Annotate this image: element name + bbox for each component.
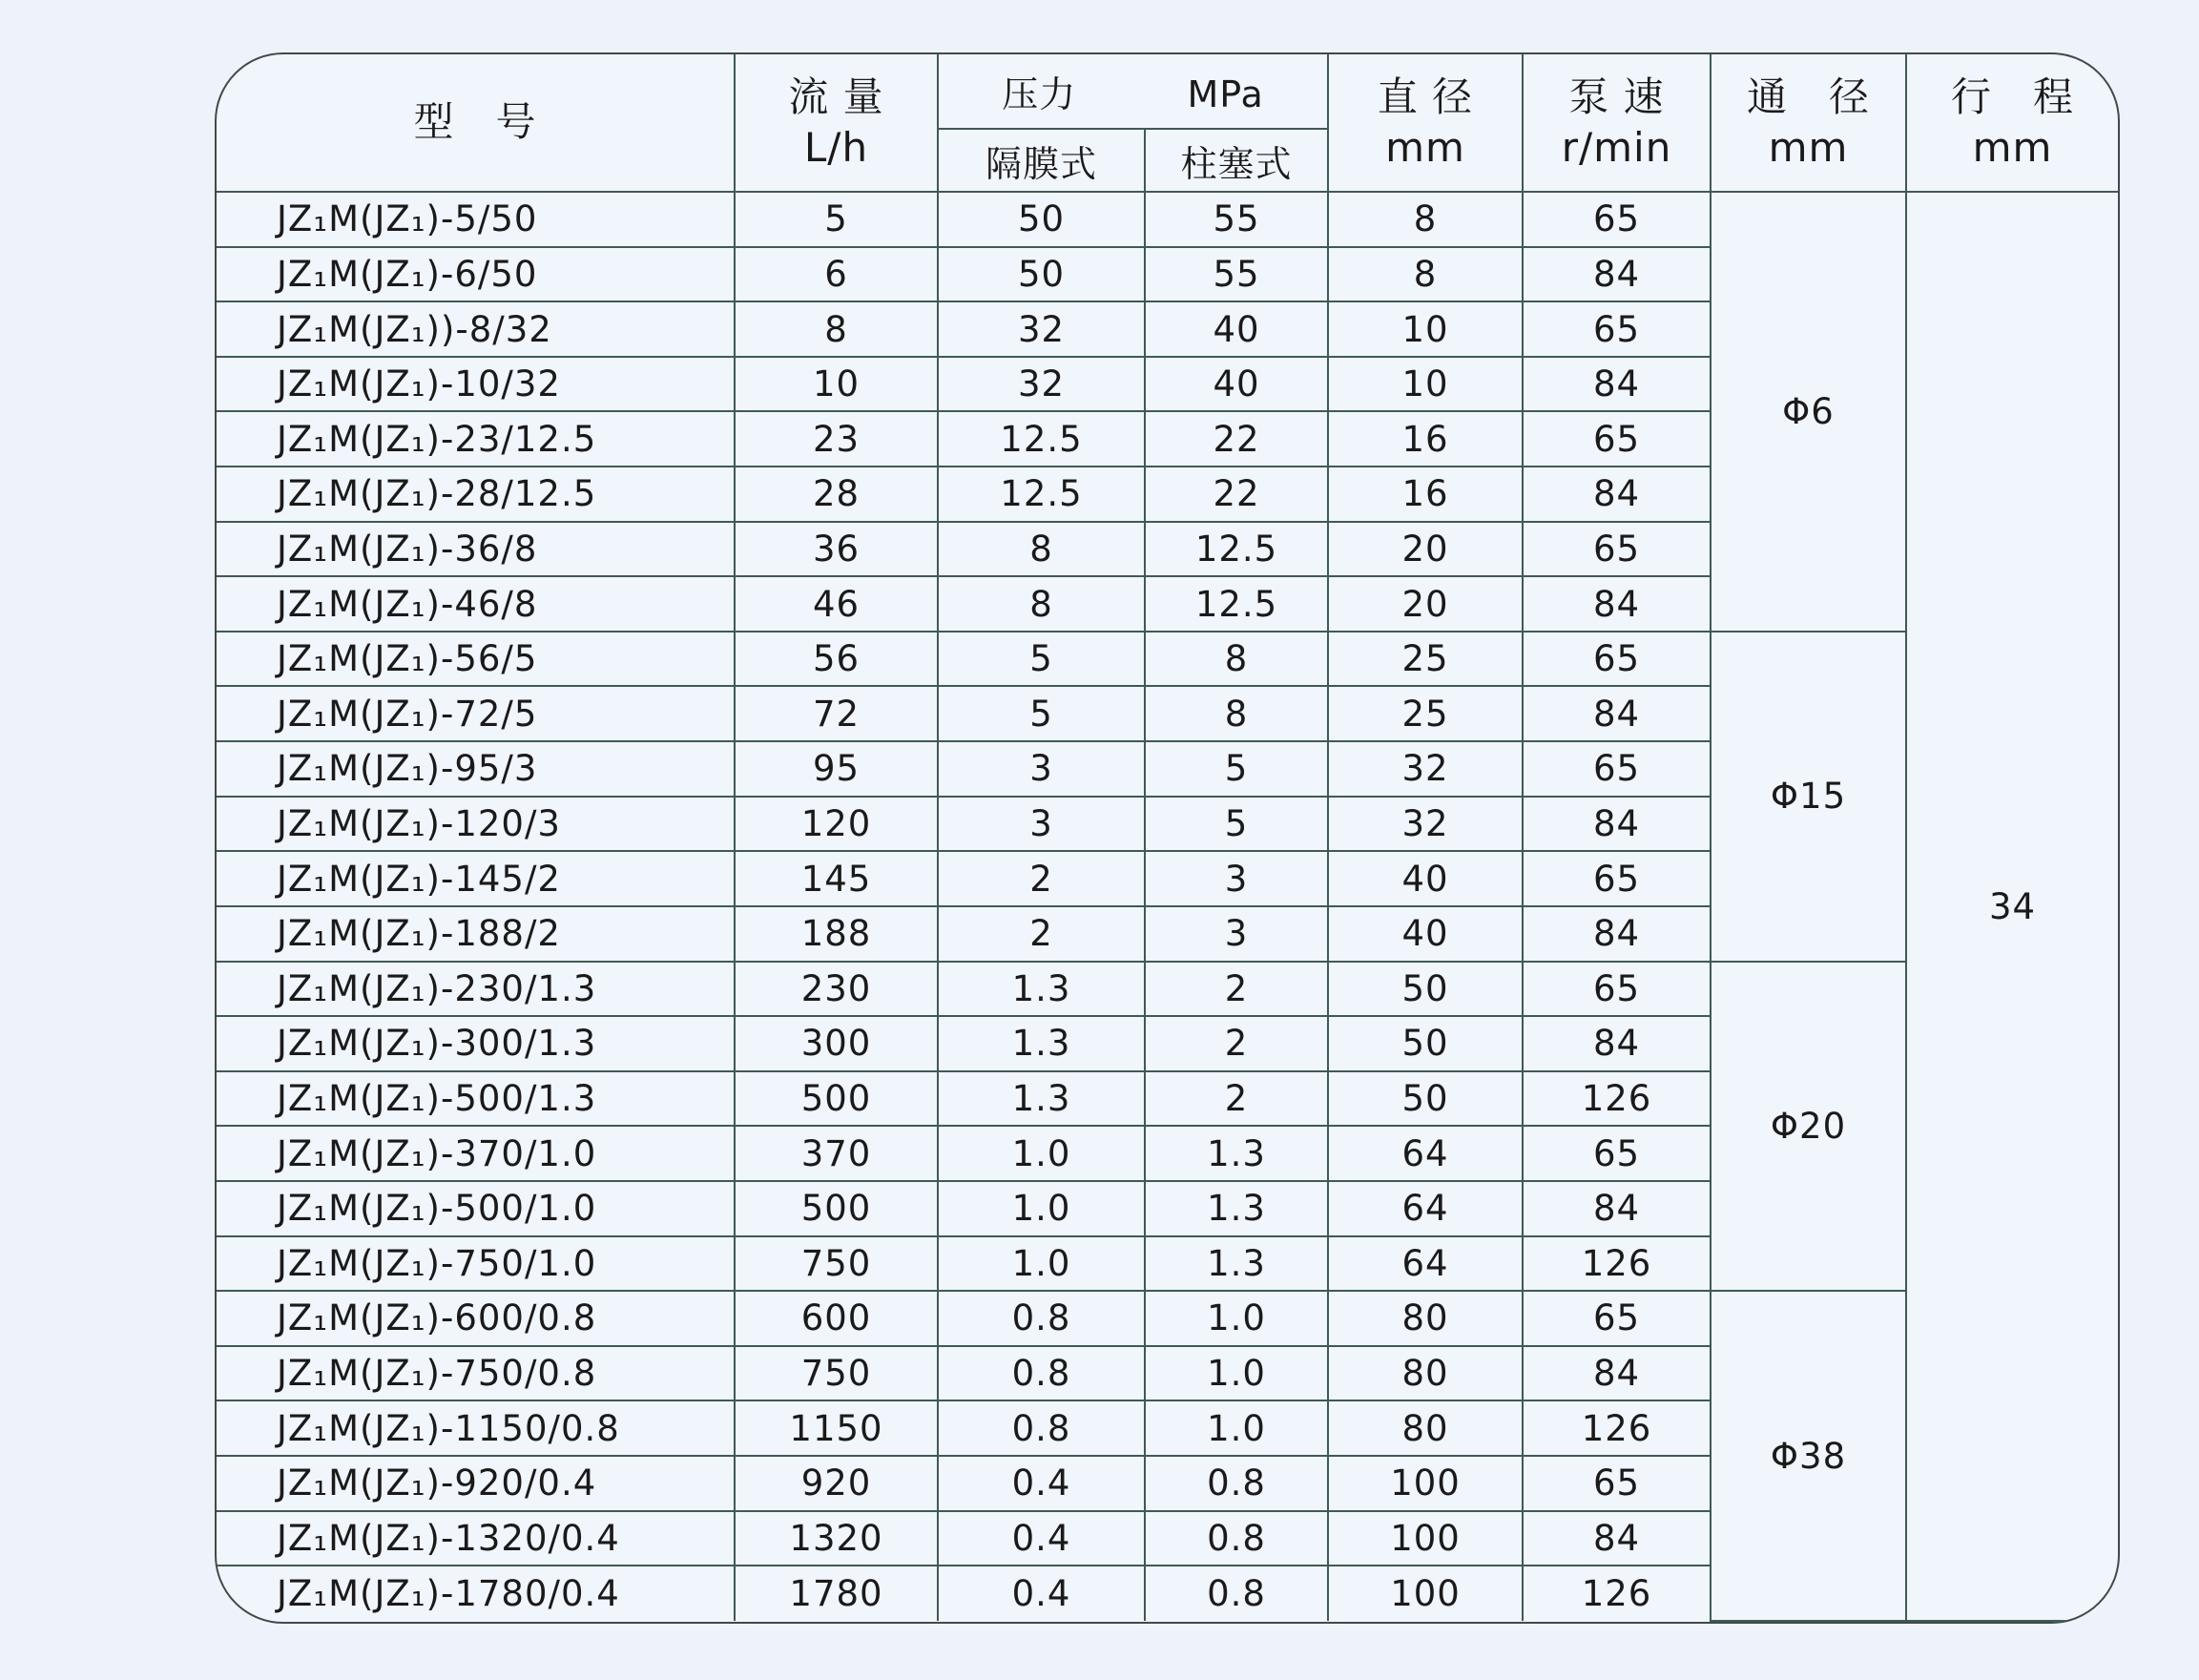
table-row <box>217 1291 2118 1346</box>
diameter-cell: 50 <box>1328 1071 1523 1127</box>
header-diameter-unit: mm <box>1385 123 1465 171</box>
header-bore-label: 通 径 <box>1747 73 1871 120</box>
header-diameter <box>1328 54 1523 192</box>
header-speed-unit: r/min <box>1561 123 1672 171</box>
header-diameter-label: 直 径 <box>1377 73 1474 120</box>
diameter-cell: 10 <box>1328 301 1523 357</box>
speed-cell: 84 <box>1523 357 1711 412</box>
speed-cell: 65 <box>1523 522 1711 577</box>
model-cell: JZ₁M(JZ₁)-750/1.0 <box>217 1236 735 1292</box>
model-cell: JZ₁M(JZ₁)-23/12.5 <box>217 411 735 467</box>
plunger-pressure-cell: 40 <box>1145 357 1328 412</box>
flow-cell: 230 <box>735 962 938 1017</box>
plunger-pressure-cell: 55 <box>1145 192 1328 247</box>
diameter-cell: 8 <box>1328 247 1523 302</box>
plunger-pressure-cell: 22 <box>1145 467 1328 522</box>
pump-spec-table <box>217 54 2118 1622</box>
speed-cell: 65 <box>1523 411 1711 467</box>
model-cell: JZ₁M(JZ₁)-600/0.8 <box>217 1291 735 1346</box>
flow-cell: 188 <box>735 906 938 962</box>
plunger-pressure-cell: 2 <box>1145 1016 1328 1071</box>
diameter-cell: 25 <box>1328 632 1523 687</box>
plunger-pressure-cell: 12.5 <box>1145 522 1328 577</box>
model-cell: JZ₁M(JZ₁)-230/1.3 <box>217 962 735 1017</box>
model-cell: JZ₁M(JZ₁)-72/5 <box>217 686 735 741</box>
plunger-pressure-cell: 0.8 <box>1145 1566 1328 1621</box>
header-flow <box>735 54 938 192</box>
flow-cell: 8 <box>735 301 938 357</box>
speed-cell: 65 <box>1523 1126 1711 1181</box>
header-flow-unit: L/h <box>803 123 869 171</box>
speed-cell: 65 <box>1523 851 1711 906</box>
plunger-pressure-cell: 2 <box>1145 1071 1328 1127</box>
speed-cell: 65 <box>1523 192 1711 247</box>
flow-cell: 36 <box>735 522 938 577</box>
diameter-cell: 64 <box>1328 1181 1523 1236</box>
model-cell: JZ₁M(JZ₁)-1320/0.4 <box>217 1511 735 1566</box>
plunger-pressure-cell: 22 <box>1145 411 1328 467</box>
speed-cell: 84 <box>1523 576 1711 632</box>
flow-cell: 1150 <box>735 1400 938 1456</box>
flow-cell: 500 <box>735 1181 938 1236</box>
diaphragm-pressure-cell: 8 <box>938 576 1145 632</box>
speed-cell: 65 <box>1523 301 1711 357</box>
model-cell: JZ₁M(JZ₁)-6/50 <box>217 247 735 302</box>
flow-cell: 145 <box>735 851 938 906</box>
table-row <box>217 192 2118 247</box>
model-cell: JZ₁M(JZ₁)-1150/0.8 <box>217 1400 735 1456</box>
plunger-pressure-cell: 0.8 <box>1145 1456 1328 1511</box>
plunger-pressure-cell: 8 <box>1145 632 1328 687</box>
model-cell: JZ₁M(JZ₁)-28/12.5 <box>217 467 735 522</box>
model-cell: JZ₁M(JZ₁)-500/1.0 <box>217 1181 735 1236</box>
speed-cell: 84 <box>1523 467 1711 522</box>
model-cell: JZ₁M(JZ₁)-5/50 <box>217 192 735 247</box>
speed-cell: 84 <box>1523 1511 1711 1566</box>
diaphragm-pressure-cell: 5 <box>938 686 1145 741</box>
speed-cell: 126 <box>1523 1236 1711 1292</box>
spec-table-frame <box>215 52 2120 1624</box>
model-cell: JZ₁M(JZ₁)-46/8 <box>217 576 735 632</box>
diameter-cell: 32 <box>1328 741 1523 797</box>
model-cell: JZ₁M(JZ₁)-1780/0.4 <box>217 1566 735 1621</box>
header-pressure-label: 压力 <box>1002 73 1077 115</box>
flow-cell: 920 <box>735 1456 938 1511</box>
speed-cell: 126 <box>1523 1071 1711 1127</box>
diaphragm-pressure-cell: 32 <box>938 357 1145 412</box>
bore-group-cell: Φ6 <box>1711 192 1906 632</box>
flow-cell: 300 <box>735 1016 938 1071</box>
speed-cell: 126 <box>1523 1566 1711 1621</box>
diaphragm-pressure-cell: 0.4 <box>938 1456 1145 1511</box>
model-cell: JZ₁M(JZ₁)-56/5 <box>217 632 735 687</box>
diaphragm-pressure-cell: 0.8 <box>938 1291 1145 1346</box>
speed-cell: 84 <box>1523 686 1711 741</box>
diameter-cell: 40 <box>1328 851 1523 906</box>
plunger-pressure-cell: 8 <box>1145 686 1328 741</box>
header-stroke <box>1906 54 2118 192</box>
diameter-cell: 40 <box>1328 906 1523 962</box>
speed-cell: 84 <box>1523 1016 1711 1071</box>
diaphragm-pressure-cell: 1.3 <box>938 962 1145 1017</box>
diameter-cell: 8 <box>1328 192 1523 247</box>
header-speed <box>1523 54 1711 192</box>
model-cell: JZ₁M(JZ₁)-300/1.3 <box>217 1016 735 1071</box>
diaphragm-pressure-cell: 0.4 <box>938 1566 1145 1621</box>
model-cell: JZ₁M(JZ₁)-370/1.0 <box>217 1126 735 1181</box>
diameter-cell: 20 <box>1328 522 1523 577</box>
header-diaphragm: 隔膜式 <box>938 129 1145 192</box>
flow-cell: 6 <box>735 247 938 302</box>
speed-cell: 84 <box>1523 1346 1711 1401</box>
flow-cell: 72 <box>735 686 938 741</box>
flow-cell: 46 <box>735 576 938 632</box>
flow-cell: 750 <box>735 1236 938 1292</box>
model-cell: JZ₁M(JZ₁)-145/2 <box>217 851 735 906</box>
diaphragm-pressure-cell: 3 <box>938 797 1145 852</box>
flow-cell: 1320 <box>735 1511 938 1566</box>
diaphragm-pressure-cell: 1.0 <box>938 1126 1145 1181</box>
table-body <box>217 192 2118 1621</box>
plunger-pressure-cell: 55 <box>1145 247 1328 302</box>
plunger-pressure-cell: 5 <box>1145 797 1328 852</box>
diaphragm-pressure-cell: 3 <box>938 741 1145 797</box>
diameter-cell: 32 <box>1328 797 1523 852</box>
flow-cell: 56 <box>735 632 938 687</box>
flow-cell: 23 <box>735 411 938 467</box>
model-cell: JZ₁M(JZ₁))-8/32 <box>217 301 735 357</box>
model-cell: JZ₁M(JZ₁)-10/32 <box>217 357 735 412</box>
plunger-pressure-cell: 2 <box>1145 962 1328 1017</box>
bore-group-cell: Φ38 <box>1711 1291 1906 1621</box>
model-cell: JZ₁M(JZ₁)-500/1.3 <box>217 1071 735 1127</box>
diaphragm-pressure-cell: 5 <box>938 632 1145 687</box>
diaphragm-pressure-cell: 1.0 <box>938 1236 1145 1292</box>
diaphragm-pressure-cell: 12.5 <box>938 467 1145 522</box>
plunger-pressure-cell: 0.8 <box>1145 1511 1328 1566</box>
diaphragm-pressure-cell: 0.8 <box>938 1400 1145 1456</box>
header-speed-label: 泵 速 <box>1568 73 1665 120</box>
plunger-pressure-cell: 1.0 <box>1145 1291 1328 1346</box>
diaphragm-pressure-cell: 0.4 <box>938 1511 1145 1566</box>
diameter-cell: 50 <box>1328 962 1523 1017</box>
plunger-pressure-cell: 1.0 <box>1145 1346 1328 1401</box>
flow-cell: 10 <box>735 357 938 412</box>
model-cell: JZ₁M(JZ₁)-920/0.4 <box>217 1456 735 1511</box>
diameter-cell: 10 <box>1328 357 1523 412</box>
model-cell: JZ₁M(JZ₁)-188/2 <box>217 906 735 962</box>
speed-cell: 65 <box>1523 741 1711 797</box>
diameter-cell: 80 <box>1328 1346 1523 1401</box>
model-cell: JZ₁M(JZ₁)-750/0.8 <box>217 1346 735 1401</box>
header-model: 型 号 <box>217 54 735 192</box>
header-flow-label: 流 量 <box>788 73 884 120</box>
diameter-cell: 100 <box>1328 1511 1523 1566</box>
flow-cell: 600 <box>735 1291 938 1346</box>
diameter-cell: 80 <box>1328 1400 1523 1456</box>
header-pressure <box>938 54 1328 129</box>
bore-group-cell: Φ15 <box>1711 632 1906 962</box>
plunger-pressure-cell: 1.3 <box>1145 1236 1328 1292</box>
flow-cell: 95 <box>735 741 938 797</box>
diaphragm-pressure-cell: 1.3 <box>938 1071 1145 1127</box>
flow-cell: 500 <box>735 1071 938 1127</box>
header-stroke-unit: mm <box>1972 123 2053 171</box>
diaphragm-pressure-cell: 2 <box>938 906 1145 962</box>
speed-cell: 65 <box>1523 1456 1711 1511</box>
table-row <box>217 962 2118 1017</box>
diaphragm-pressure-cell: 1.3 <box>938 1016 1145 1071</box>
plunger-pressure-cell: 3 <box>1145 851 1328 906</box>
diaphragm-pressure-cell: 50 <box>938 192 1145 247</box>
diameter-cell: 80 <box>1328 1291 1523 1346</box>
diaphragm-pressure-cell: 2 <box>938 851 1145 906</box>
flow-cell: 1780 <box>735 1566 938 1621</box>
speed-cell: 65 <box>1523 632 1711 687</box>
diameter-cell: 64 <box>1328 1126 1523 1181</box>
stroke-cell: 34 <box>1906 192 2118 1621</box>
diameter-cell: 25 <box>1328 686 1523 741</box>
diameter-cell: 64 <box>1328 1236 1523 1292</box>
plunger-pressure-cell: 1.0 <box>1145 1400 1328 1456</box>
plunger-pressure-cell: 40 <box>1145 301 1328 357</box>
diaphragm-pressure-cell: 0.8 <box>938 1346 1145 1401</box>
plunger-pressure-cell: 1.3 <box>1145 1126 1328 1181</box>
model-cell: JZ₁M(JZ₁)-95/3 <box>217 741 735 797</box>
flow-cell: 370 <box>735 1126 938 1181</box>
flow-cell: 28 <box>735 467 938 522</box>
diaphragm-pressure-cell: 32 <box>938 301 1145 357</box>
header-stroke-label: 行 程 <box>1951 73 2075 120</box>
speed-cell: 84 <box>1523 1181 1711 1236</box>
model-cell: JZ₁M(JZ₁)-120/3 <box>217 797 735 852</box>
diaphragm-pressure-cell: 1.0 <box>938 1181 1145 1236</box>
diameter-cell: 20 <box>1328 576 1523 632</box>
speed-cell: 65 <box>1523 962 1711 1017</box>
bore-group-cell: Φ20 <box>1711 962 1906 1292</box>
plunger-pressure-cell: 3 <box>1145 906 1328 962</box>
flow-cell: 5 <box>735 192 938 247</box>
diameter-cell: 16 <box>1328 411 1523 467</box>
diameter-cell: 16 <box>1328 467 1523 522</box>
diaphragm-pressure-cell: 8 <box>938 522 1145 577</box>
speed-cell: 84 <box>1523 247 1711 302</box>
header-pressure-unit: MPa <box>1187 73 1264 115</box>
plunger-pressure-cell: 12.5 <box>1145 576 1328 632</box>
diaphragm-pressure-cell: 50 <box>938 247 1145 302</box>
speed-cell: 84 <box>1523 797 1711 852</box>
diameter-cell: 50 <box>1328 1016 1523 1071</box>
diameter-cell: 100 <box>1328 1456 1523 1511</box>
plunger-pressure-cell: 5 <box>1145 741 1328 797</box>
model-cell: JZ₁M(JZ₁)-36/8 <box>217 522 735 577</box>
header-bore-unit: mm <box>1768 123 1849 171</box>
speed-cell: 65 <box>1523 1291 1711 1346</box>
speed-cell: 84 <box>1523 906 1711 962</box>
plunger-pressure-cell: 1.3 <box>1145 1181 1328 1236</box>
diaphragm-pressure-cell: 12.5 <box>938 411 1145 467</box>
flow-cell: 120 <box>735 797 938 852</box>
header-plunger: 柱塞式 <box>1145 129 1328 192</box>
speed-cell: 126 <box>1523 1400 1711 1456</box>
header-bore <box>1711 54 1906 192</box>
table-row <box>217 632 2118 687</box>
diameter-cell: 100 <box>1328 1566 1523 1621</box>
flow-cell: 750 <box>735 1346 938 1401</box>
